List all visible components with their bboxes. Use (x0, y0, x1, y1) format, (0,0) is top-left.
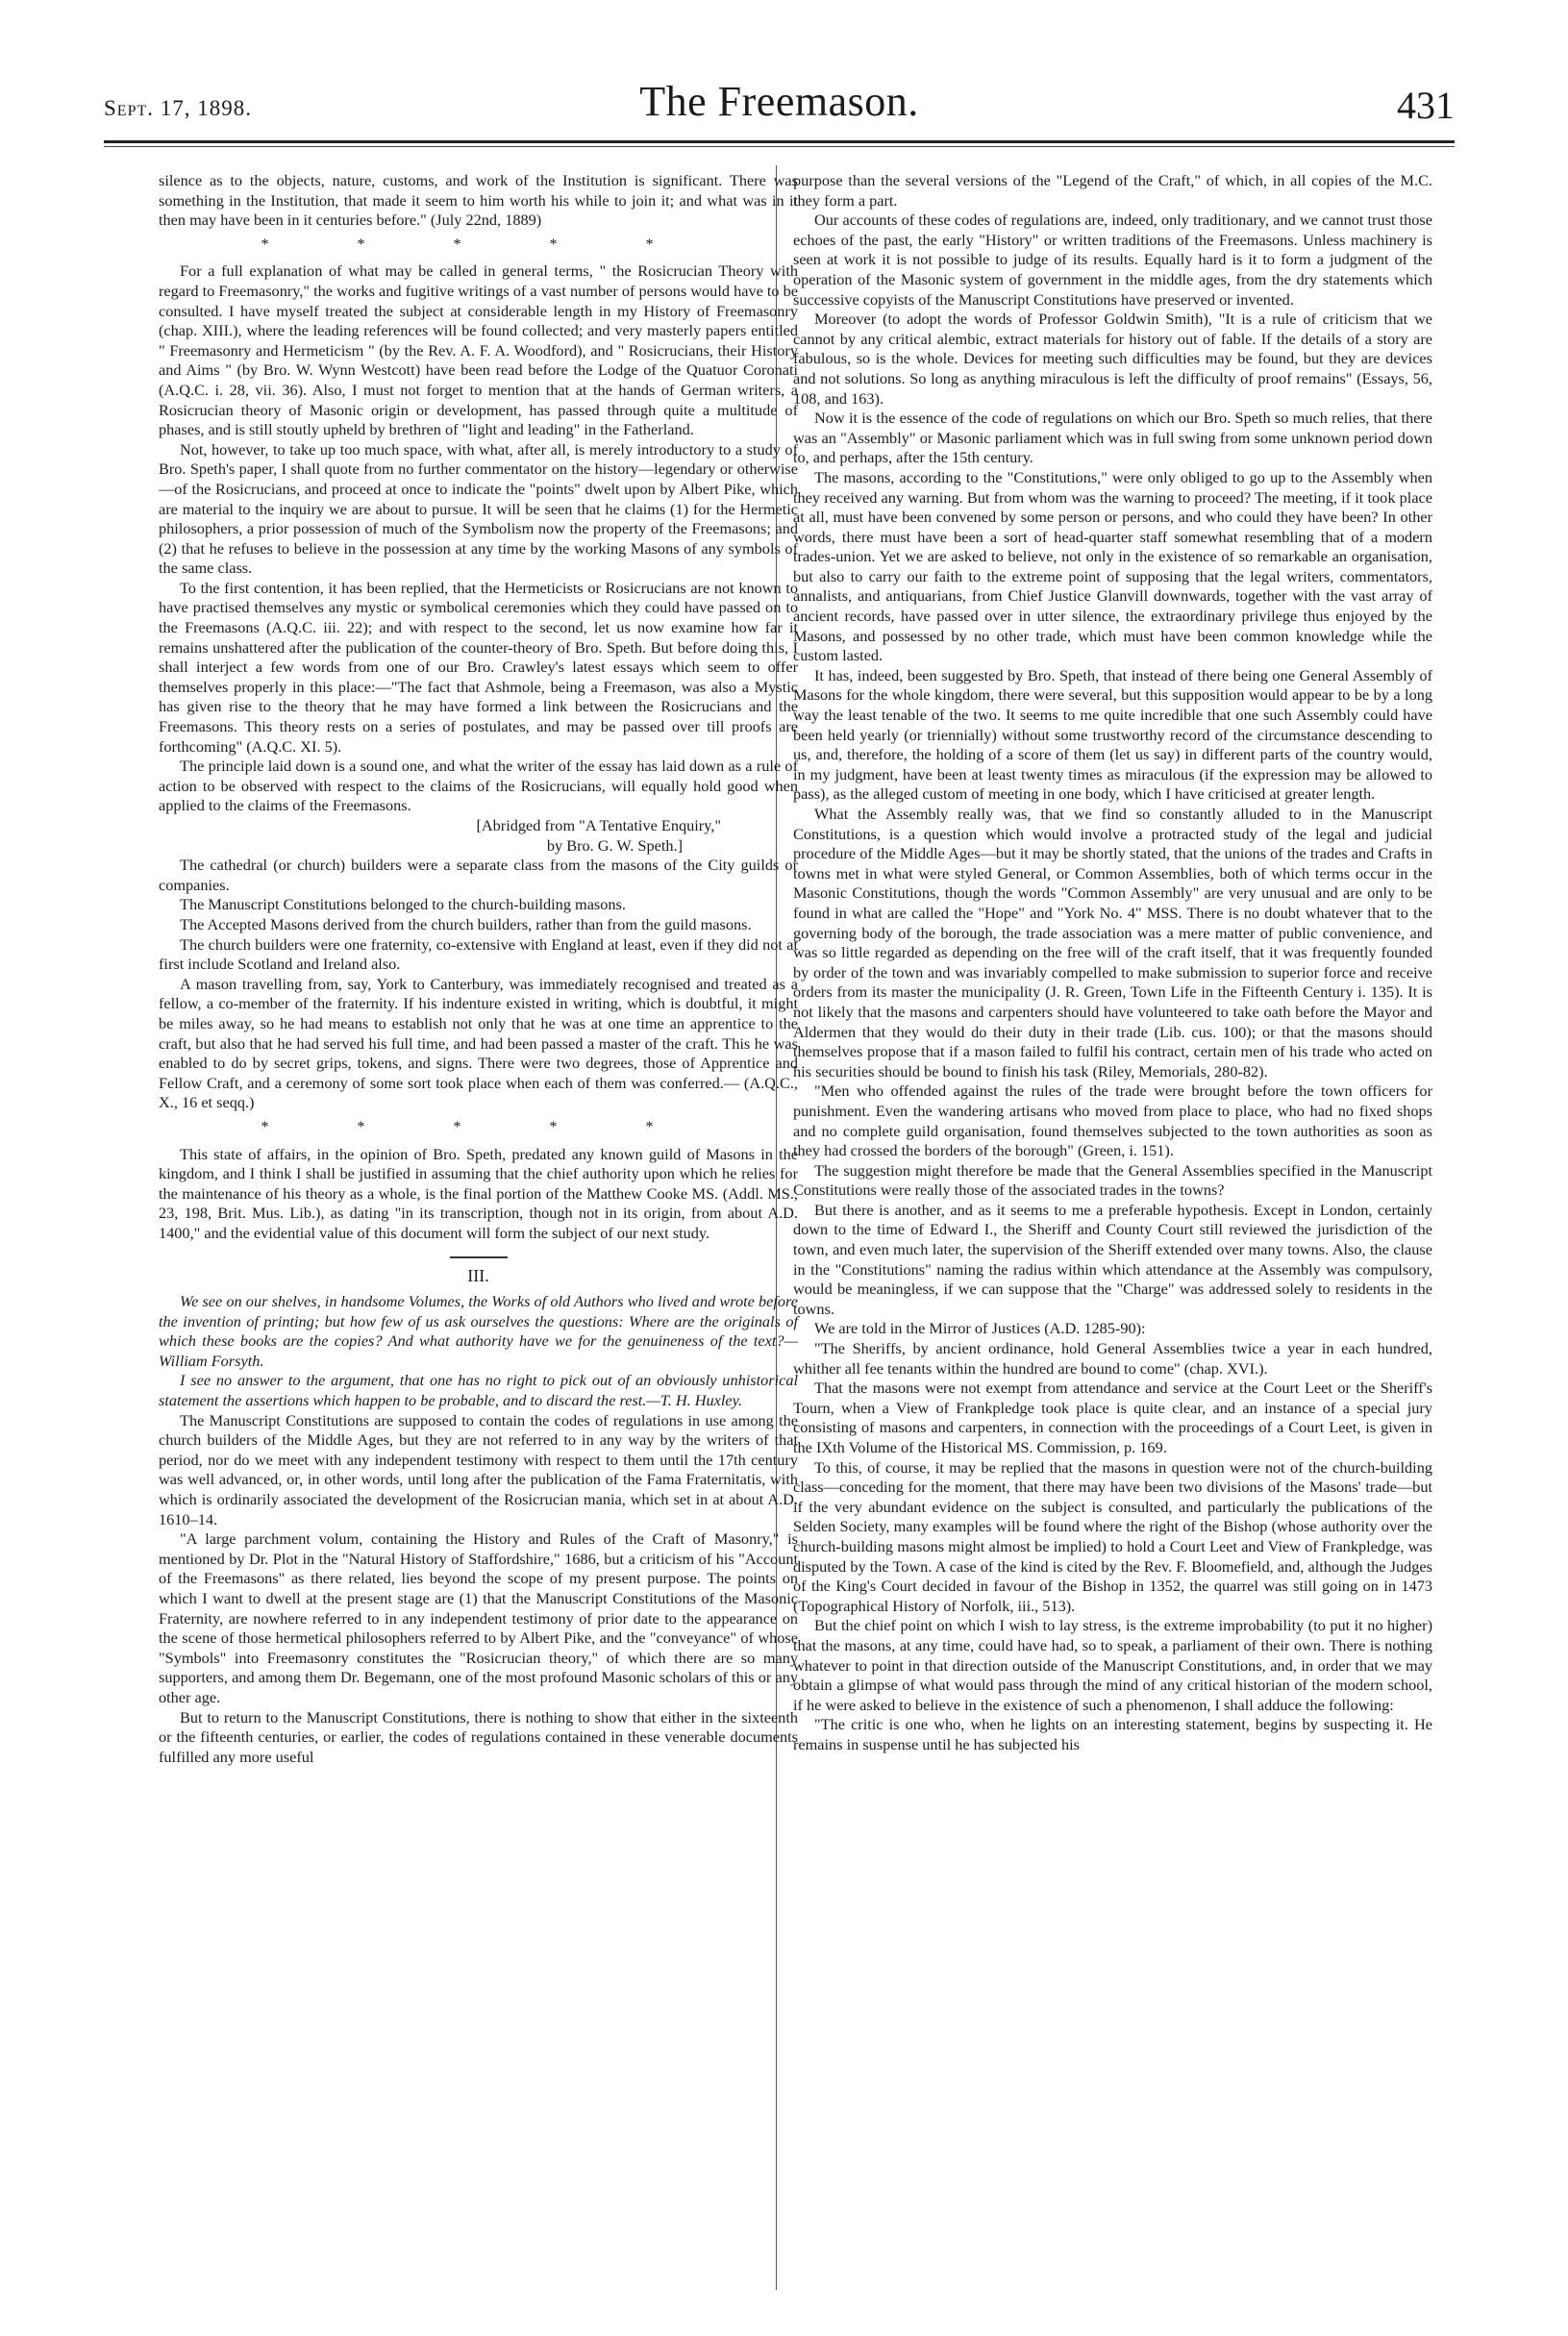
epigraph-quote: I see no answer to the argument, that one has no right to pick out of an obviously unhistorical statement the assertions which happen to be probable, and to discard the rest.—T. H. Huxley. (159, 1371, 798, 1410)
header-rule-light (104, 146, 1455, 147)
right-paragraph: But there is another, and as it seems to me a preferable hypothesis. Except in London, certainly down to the time of Edward I., the Sheriff and County Court still reviewed the jurisdiction of the town, and even much later, the supervision of the Sheriff extended over many towns. Also, the clause in the "Constitutions" naming the radius within which attendance at the Assembly was compulsory, would be meaningless, if we can suppose that the "Charge" was addressed solely to residents in the towns. (793, 1200, 1432, 1318)
right-paragraph: The suggestion might therefore be made that the General Assemblies specified in the Manuscript Constitutions were really those of the associated trades in the towns? (793, 1160, 1432, 1200)
page-header (104, 77, 1455, 137)
issue-date: Sept. 17, 1898. (104, 96, 252, 120)
right-paragraph: Our accounts of these codes of regulations are, indeed, only traditionary, and we cannot trust those echoes of the past, the early "History" or written traditions of the Freemasons. Unless machinery is seen at work it is not possible to judge of its results. Equally hard is it to form a judgment of the operation of the Masonic system of government in the middle ages, from the dry statements which successive copyists of the Manuscript Constitutions have preserved or invented. (793, 211, 1432, 309)
left-paragraph: This state of affairs, in the opinion of Bro. Speth, predated any known guild of Masons in the kingdom, and I think I shall be justified in assuming that the chief authority upon which he relies for the maintenance of his theory as a whole, is the final portion of the Matthew Cooke MS. (Addl. MS., 23, 198, Brit. Mus. Lib.), as dating "in its transcription, though not in its origin, from about A.D. 1400," and the evidential value of this document will form the subject of our next study. (159, 1144, 798, 1242)
left-column (159, 171, 798, 1767)
right-paragraph: That the masons were not exempt from attendance and service at the Court Leet or the Sheriff's Tourn, when a View of Frankpledge took place is quite clear, and an instance of a special jury consisting of masons and carpenters, in connection with the proceedings of a Court Leet, is given in the IXth Volume of the Historical MS. Commission, p. 169. (793, 1379, 1432, 1456)
left-paragraph: Not, however, to take up too much space, with what, after all, is merely introductory to a study of Bro. Speth's paper, I shall quote from no further commentator on the history—legendary or otherwise—of the Rosicrucians, and proceed at once to indicate the "points" dwelt upon by Albert Pike, which are material to the inquiry we are about to pursue. It will be seen that he claims (1) for the Hermetic philosophers, a prior possession of much of the Symbolism now the property of the Freemasons; and (2) that he refuses to believe in the possession at any time by the working Masons of any symbols of the same class. (159, 439, 798, 578)
left-paragraph: The cathedral (or church) builders were a separate class from the masons of the City guilds or companies. (159, 856, 798, 894)
right-paragraph: "The Sheriffs, by ancient ordinance, hold General Assemblies twice a year in each hundred, whither all fee tenants within the hundred are bound to come" (chap. XVI.). (793, 1339, 1432, 1378)
left-paragraph: To the first contention, it has been replied, that the Hermeticists or Rosicrucians are not known to have practised themselves any mystic or symbolical ceremonies which they could have passed on to the Freemasons (A.Q.C. iii. 22); and with respect to the second, let us now examine how far it remains unshattered after the publication of the counter-theory of Bro. Speth. But before doing this, I shall interject a few words from one of our Bro. Crawley's latest essays which seem to offer themselves properly in this place:—"The fact that Ashmole, being a Freemason, was also a Mystic has given rise to the theory that he may have formed a link between the Rosicrucians and the Freemasons. This theory rests on a series of postulates, and may be passed over till proofs are forthcoming" (A.Q.C. XI. 5). (159, 578, 798, 756)
masthead-title: The Freemason. (639, 78, 919, 125)
section-stars: * * * * * (261, 236, 696, 253)
section-rule (450, 1256, 508, 1258)
left-paragraph: But to return to the Manuscript Constitutions, there is nothing to show that either in the sixteenth or the fifteenth centuries, or earlier, the codes of regulations contained in these venerable documents fulfilled any more useful (159, 1707, 798, 1766)
right-paragraph: The masons, according to the "Constitutions," were only obliged to go up to the Assembly when they received any warning. But from whom was the warning to proceed? The meeting, if it took place at all, must have been convened by some person or persons, and who could they have been? In other words, there must have been a sort of head-quarter staff somewhat resembling that of a modern trades-union. Yet we are asked to believe, not only in the existence of so remarkable an organisation, but also to carry our faith to the extreme point of supposing that the legal writers, commentators, annalists, and antiquarians, from Chief Justice Glanvill downwards, together with the vast array of ancient records, have passed over in utter silence, the extraordinary privilege thus enjoyed by the Masons, and possessed by no other trade, which must have been common knowledge while the custom lasted. (793, 467, 1432, 665)
section-heading: III. (467, 1266, 489, 1286)
header-rule-heavy (104, 140, 1455, 143)
left-paragraph: A mason travelling from, say, York to Canterbury, was immediately recognised and treated as a fellow, a co-member of the fraternity. If his indenture existed in writing, which is doubtful, it might be miles away, so he had means to establish not only that he was at one time an apprentice to the craft, but also that he had served his full time, and had been passed a master of the craft. This he was enabled to do by secret grips, tokens, and signs. There were two degrees, those of Apprentice and Fellow Craft, and a ceremony of some sort took place when each of them was conferred.— (A.Q.C., X., 16 et seqq.) (159, 974, 798, 1112)
left-paragraph: The Accepted Masons derived from the church builders, rather than from the guild masons. (180, 914, 752, 933)
right-paragraph: "Men who offended against the rules of the trade were brought before the town officers for punishment. Even the wandering artisans who moved from place to place, who had no fixed shops and no complete guild organisation, found themselves subjected to the town authorities as soon as they had crossed the borders of the borough" (Green, i. 151). (793, 1081, 1432, 1160)
left-paragraph: "A large parchment volum, containing the History and Rules of the Craft of Masonry," is mentioned by Dr. Plot in the "Natural History of Staffordshire," 1686, but a criticism of his "Account of the Freemasons" as there related, lies beyond the scope of my present purpose. The points on which I want to dwell at the present stage are (1) that the Manuscript Constitutions of the Masonic Fraternity, are nowhere referred to in any independent testimony of prior date to the appearance on the scene of those hermetical philosophers referred to by Albert Pike, and the "conveyance" of whose "Symbols" into Freemasonry constitutes the "Rosicrucian theory," of which there are so many supporters, and among them Dr. Begemann, one of the most profound Masonic scholars of this or any other age. (159, 1529, 798, 1706)
right-paragraph: To this, of course, it may be replied that the masons in question were not of the church-building class—conceding for the moment, that there may have been two divisions of the Masons' trade—but if the very abundant evidence on the subject is consulted, and particularly the publications of the Selden Society, many examples will be found where the right of the Bishop (whose authority over the church-building masons might almost be implied) to hold a Court Leet and View of Frankpledge, was disputed by the Town. A case of the kind is cited by the Rev. F. Bloomefield, and, although the Judges of the King's Court decided in favour of the Bishop in 1352, the quarrel was still going on in 1473 (Topographical History of Norfolk, iii., 513). (793, 1457, 1432, 1615)
section-stars: * * * * * (261, 1118, 696, 1135)
left-paragraph: The Manuscript Constitutions are supposed to contain the codes of regulations in use among the church builders of the Middle Ages, but they are not referred to in any way by the writers of that period, nor do we meet with any independent testimony with respect to them until the 17th century was well advanced, or, in other words, until long after the publication of the Fama Fraternitatis, with which is ordinarily associated the development of the Rosicrucian mania, which set in at about A.D. 1610–14. (159, 1410, 798, 1528)
right-paragraph: What the Assembly really was, that we find so constantly alluded to in the Manuscript Constitutions, is a question which would involve a protracted study of the legal and judicial procedure of the Middle Ages—but it may be shortly stated, that the unions of the trades and Crafts in towns met in what were styled General, or Common Assemblies, both of which terms occur in the Masonic Constitutions, though the words "Common Assembly" are very unusual and are only to be found in what are called the "Hope" and "York No. 4" MSS. There is no doubt whatever that to the governing body of the borough, the trade association was a mere matter of public convenience, and was so little regarded as depending on the free will of the craft itself, that it was frequently founded by order of the town and was invariably compelled to make submission to superior force and receive orders from its master the municipality (J. R. Green, Town Life in the Fifteenth Century i. 135). It is not likely that the masons and carpenters should have volunteered to take oath before the Mayor and Aldermen that they would do their duty in their trade (Lib. cus. 100); or that the masons should themselves propose that if a mason failed to fulfil his contract, certain men of his trade who acted on his securities should be bound to finish his task (Riley, Memorials, 280-82). (793, 805, 1432, 1081)
source-title: [Abridged from "A Tentative Enquiry," (476, 816, 721, 834)
right-paragraph: It has, indeed, been suggested by Bro. Speth, that instead of there being one General Assembly of Masons for the whole kingdom, there were several, but this supposition would appear to be by a long way the least tenable of the two. It seems to me quite incredible that one such Assembly could have been held yearly (or triennially) without some trustworthy record of the circumstance descending to us, and, therefore, the holding of a score of them (let us say) in different parts of the country would, in my judgment, have been at least twenty times as miraculous (if the expression may be allowed to pass), as the alleged custom of meeting in one body, which I have criticised at greater length. (793, 665, 1432, 804)
right-paragraph: Moreover (to adopt the words of Professor Goldwin Smith), "It is a rule of criticism that we cannot by any critical alembic, extract materials for history out of fable. If the details of a story are fabulous, so is the whole. Devices for meeting such difficulties may be found, but they are devices and not solutions. So long as anything miraculous is left the difficulty of proof remains" (Essays, 56, 108, and 163). (793, 310, 1432, 408)
epigraph-quote: We see on our shelves, in handsome Volumes, the Works of old Authors who lived and wrote before the invention of printing; but how few of us ask ourselves the questions: Where are the originals of which these books are the copies? And what authority have we for the genuineness of the text?—William Forsyth. (159, 1292, 798, 1370)
left-paragraph: The church builders were one fraternity, co-extensive with England at least, even if they did not at first include Scotland and Ireland also. (159, 934, 798, 974)
source-citation (159, 816, 798, 856)
source-author: by Bro. G. W. Speth.] (546, 835, 683, 855)
right-paragraph: "The critic is one who, when he lights on an interesting statement, begins by suspecting it. He remains in suspense until he has subjected his (793, 1715, 1432, 1753)
left-paragraph: The Manuscript Constitutions belonged to the church-building masons. (180, 895, 626, 914)
page-number: 431 (1397, 84, 1455, 127)
left-paragraph: silence as to the objects, nature, customs, and work of the Institution is significant. There was something in the Institution, that made it seem to him worth his while to join it; and what was in it then may have been in it centuries before." (July 22nd, 1889) (159, 171, 798, 230)
right-paragraph: But the chief point on which I wish to lay stress, is the extreme improbability (to put it no higher) that the masons, at any time, could have had, so to speak, a parliament of their own. There is nothing whatever to point in that direction outside of the Manuscript Constitutions, and, in order that we may obtain a glimpse of what would pass through the mind of any critical historian of the modern school, if he were asked to believe in the existence of such a phenomenon, I shall adduce the following: (793, 1616, 1432, 1714)
left-paragraph: For a full explanation of what may be called in general terms, " the Rosicrucian Theory with regard to Freemasonry," the works and fugitive writings of a vast number of persons would have to be consulted. I have myself treated the subject at considerable length in my History of Freemasonry (chap. XIII.), where the leading references will be found collected; and very masterly papers entitled " Freemasonry and Hermeticism " (by the Rev. A. F. A. Woodford), and " Rosicrucians, their History and Aims " (by Bro. W. Wynn Westcott) have been read before the Lodge of the Quatuor Coronati (A.Q.C. i. 28, vii. 36). Also, I must not forget to mention that at the hands of German writers, a Rosicrucian theory of Masonic origin or development, has passed through quite a multitude of phases, and is still stoutly upheld by brethren of "light and leading" in the Fatherland. (159, 261, 798, 439)
right-column (793, 171, 1432, 1755)
right-paragraph: We are told in the Mirror of Justices (A.D. 1285-90): (814, 1319, 1146, 1338)
left-paragraph: The principle laid down is a sound one, and what the writer of the essay has laid down as a rule of action to be observed with respect to the claims of the Rosicrucians, will equally hold good when applied to the claims of the Freemasons. (159, 757, 798, 815)
right-paragraph: Now it is the essence of the code of regulations on which our Bro. Speth so much relies, that there was an "Assembly" or Masonic parliament which was in full swing from some unknown period down to, and perhaps, after the 15th century. (793, 409, 1432, 467)
right-paragraph: purpose than the several versions of the "Legend of the Craft," of which, in all copies of the M.C. they form a part. (793, 171, 1432, 210)
